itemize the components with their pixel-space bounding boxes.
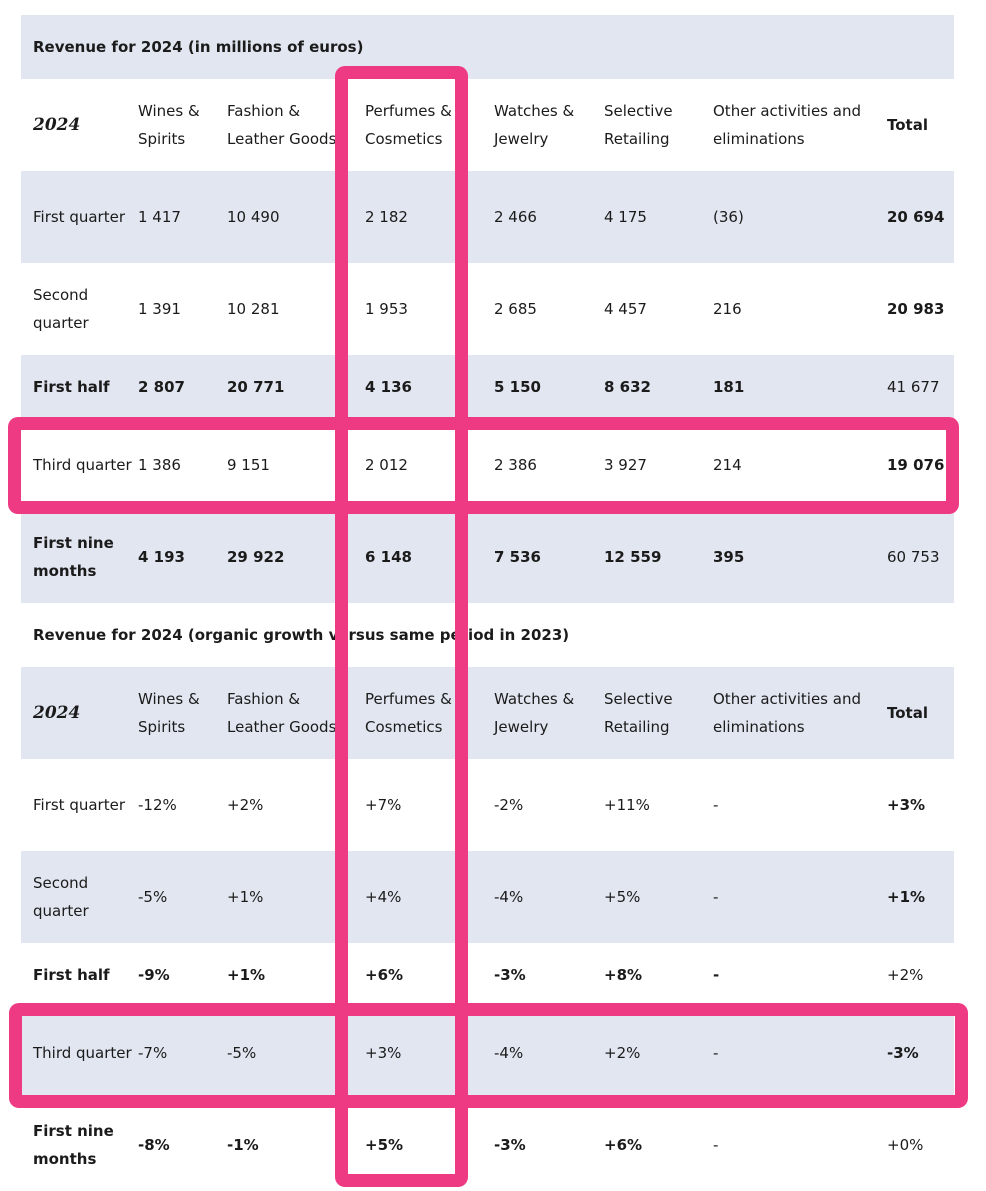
cell-total: +2%: [887, 966, 924, 984]
row-label: Second quarter: [33, 874, 89, 920]
table-row-first-half: [21, 355, 954, 419]
cell-value: +5%: [604, 888, 641, 906]
cell-value: 181: [713, 378, 745, 396]
cell-value: +8%: [604, 966, 643, 984]
header-total: Total: [887, 704, 928, 722]
cell-value: 1 953: [365, 300, 408, 318]
cell-value: 12 559: [604, 548, 662, 566]
revenue-table: [21, 15, 954, 603]
header-other-activities: Other activities and eliminations: [713, 690, 861, 736]
cell-value: 1 417: [138, 208, 181, 226]
cell-value: +11%: [604, 796, 650, 814]
row-label: Third quarter: [33, 1044, 132, 1062]
table-header-row: [21, 79, 954, 171]
cell-value: 5 150: [494, 378, 541, 396]
cell-value: -: [713, 888, 719, 906]
table-caption: Revenue for 2024 (organic growth versus same period in 2023): [21, 603, 954, 667]
table-header-row: [21, 667, 954, 759]
cell-value: -: [713, 966, 720, 984]
cell-total: +3%: [887, 796, 926, 814]
header-selective-retailing: Selective Retailing: [604, 102, 673, 148]
cell-value: -: [713, 1136, 719, 1154]
cell-value: +6%: [604, 1136, 643, 1154]
cell-value: 4 457: [604, 300, 647, 318]
cell-value: (36): [713, 208, 744, 226]
cell-value: 20 771: [227, 378, 285, 396]
row-label: First nine months: [33, 534, 114, 580]
table-row-third-quarter: [21, 419, 954, 511]
table-row-second-quarter: [21, 263, 954, 355]
cell-value: -4%: [494, 1044, 524, 1062]
header-wines-spirits: Wines & Spirits: [138, 690, 200, 736]
row-label: First quarter: [33, 208, 125, 226]
row-label: First half: [33, 966, 110, 984]
cell-value: -1%: [227, 1136, 259, 1154]
header-fashion-leather: Fashion & Leather Goods: [227, 102, 337, 148]
row-label: First half: [33, 378, 110, 396]
cell-value: 4 136: [365, 378, 412, 396]
cell-value: 1 386: [138, 456, 181, 474]
header-watches-jewelry: Watches & Jewelry: [494, 102, 575, 148]
header-watches-jewelry: Watches & Jewelry: [494, 690, 575, 736]
header-fashion-leather: Fashion & Leather Goods: [227, 690, 337, 736]
cell-value: +5%: [365, 1136, 404, 1154]
header-wines-spirits: Wines & Spirits: [138, 102, 200, 148]
cell-value: 2 386: [494, 456, 537, 474]
cell-value: +7%: [365, 796, 402, 814]
cell-total: 60 753: [887, 548, 940, 566]
cell-total: 20 983: [887, 300, 945, 318]
cell-value: -7%: [138, 1044, 168, 1062]
cell-value: 29 922: [227, 548, 285, 566]
header-perfumes-cosmetics: Perfumes & Cosmetics: [365, 102, 452, 148]
table-row-first-quarter: [21, 759, 954, 851]
table-caption: Revenue for 2024 (in millions of euros): [21, 15, 954, 79]
cell-value: 395: [713, 548, 745, 566]
cell-total: 19 076: [887, 456, 945, 474]
cell-value: 4 175: [604, 208, 647, 226]
cell-value: 7 536: [494, 548, 541, 566]
cell-value: 3 927: [604, 456, 647, 474]
table-row-first-half: [21, 943, 954, 1007]
cell-value: 2 182: [365, 208, 408, 226]
cell-value: +1%: [227, 888, 264, 906]
table-row-first-nine-months: [21, 1099, 954, 1191]
organic-growth-table: [21, 603, 954, 1191]
cell-value: 2 466: [494, 208, 537, 226]
header-year: 2024: [33, 115, 81, 135]
table-row-second-quarter: [21, 851, 954, 943]
row-label: First quarter: [33, 796, 125, 814]
cell-value: +2%: [227, 796, 264, 814]
cell-value: 2 685: [494, 300, 537, 318]
cell-value: 216: [713, 300, 742, 318]
cell-value: 8 632: [604, 378, 651, 396]
header-selective-retailing: Selective Retailing: [604, 690, 673, 736]
cell-value: +4%: [365, 888, 402, 906]
table-row-first-quarter: [21, 171, 954, 263]
cell-value: 214: [713, 456, 742, 474]
cell-value: -: [713, 1044, 719, 1062]
cell-total: 41 677: [887, 378, 940, 396]
cell-value: -5%: [138, 888, 168, 906]
header-perfumes-cosmetics: Perfumes & Cosmetics: [365, 690, 452, 736]
cell-value: 6 148: [365, 548, 412, 566]
cell-value: -5%: [227, 1044, 257, 1062]
row-label: First nine months: [33, 1122, 114, 1168]
cell-value: 4 193: [138, 548, 185, 566]
cell-total: +0%: [887, 1136, 924, 1154]
cell-value: -3%: [494, 966, 526, 984]
cell-value: 10 490: [227, 208, 280, 226]
row-label: Third quarter: [33, 456, 132, 474]
cell-total: 20 694: [887, 208, 945, 226]
cell-value: -9%: [138, 966, 170, 984]
header-total: Total: [887, 116, 928, 134]
cell-value: -4%: [494, 888, 524, 906]
header-year: 2024: [33, 703, 81, 723]
cell-value: -: [713, 796, 719, 814]
cell-total: -3%: [887, 1044, 919, 1062]
header-other-activities: Other activities and eliminations: [713, 102, 861, 148]
cell-value: +3%: [365, 1044, 402, 1062]
cell-value: 2 807: [138, 378, 185, 396]
cell-value: -2%: [494, 796, 524, 814]
cell-value: -3%: [494, 1136, 526, 1154]
cell-value: -12%: [138, 796, 177, 814]
table-row-third-quarter: [21, 1007, 954, 1099]
cell-value: 2 012: [365, 456, 408, 474]
cell-value: 1 391: [138, 300, 181, 318]
cell-value: +6%: [365, 966, 404, 984]
table-row-first-nine-months: [21, 511, 954, 603]
cell-total: +1%: [887, 888, 926, 906]
cell-value: +2%: [604, 1044, 641, 1062]
cell-value: -8%: [138, 1136, 170, 1154]
cell-value: 9 151: [227, 456, 270, 474]
row-label: Second quarter: [33, 286, 89, 332]
cell-value: 10 281: [227, 300, 280, 318]
cell-value: +1%: [227, 966, 266, 984]
